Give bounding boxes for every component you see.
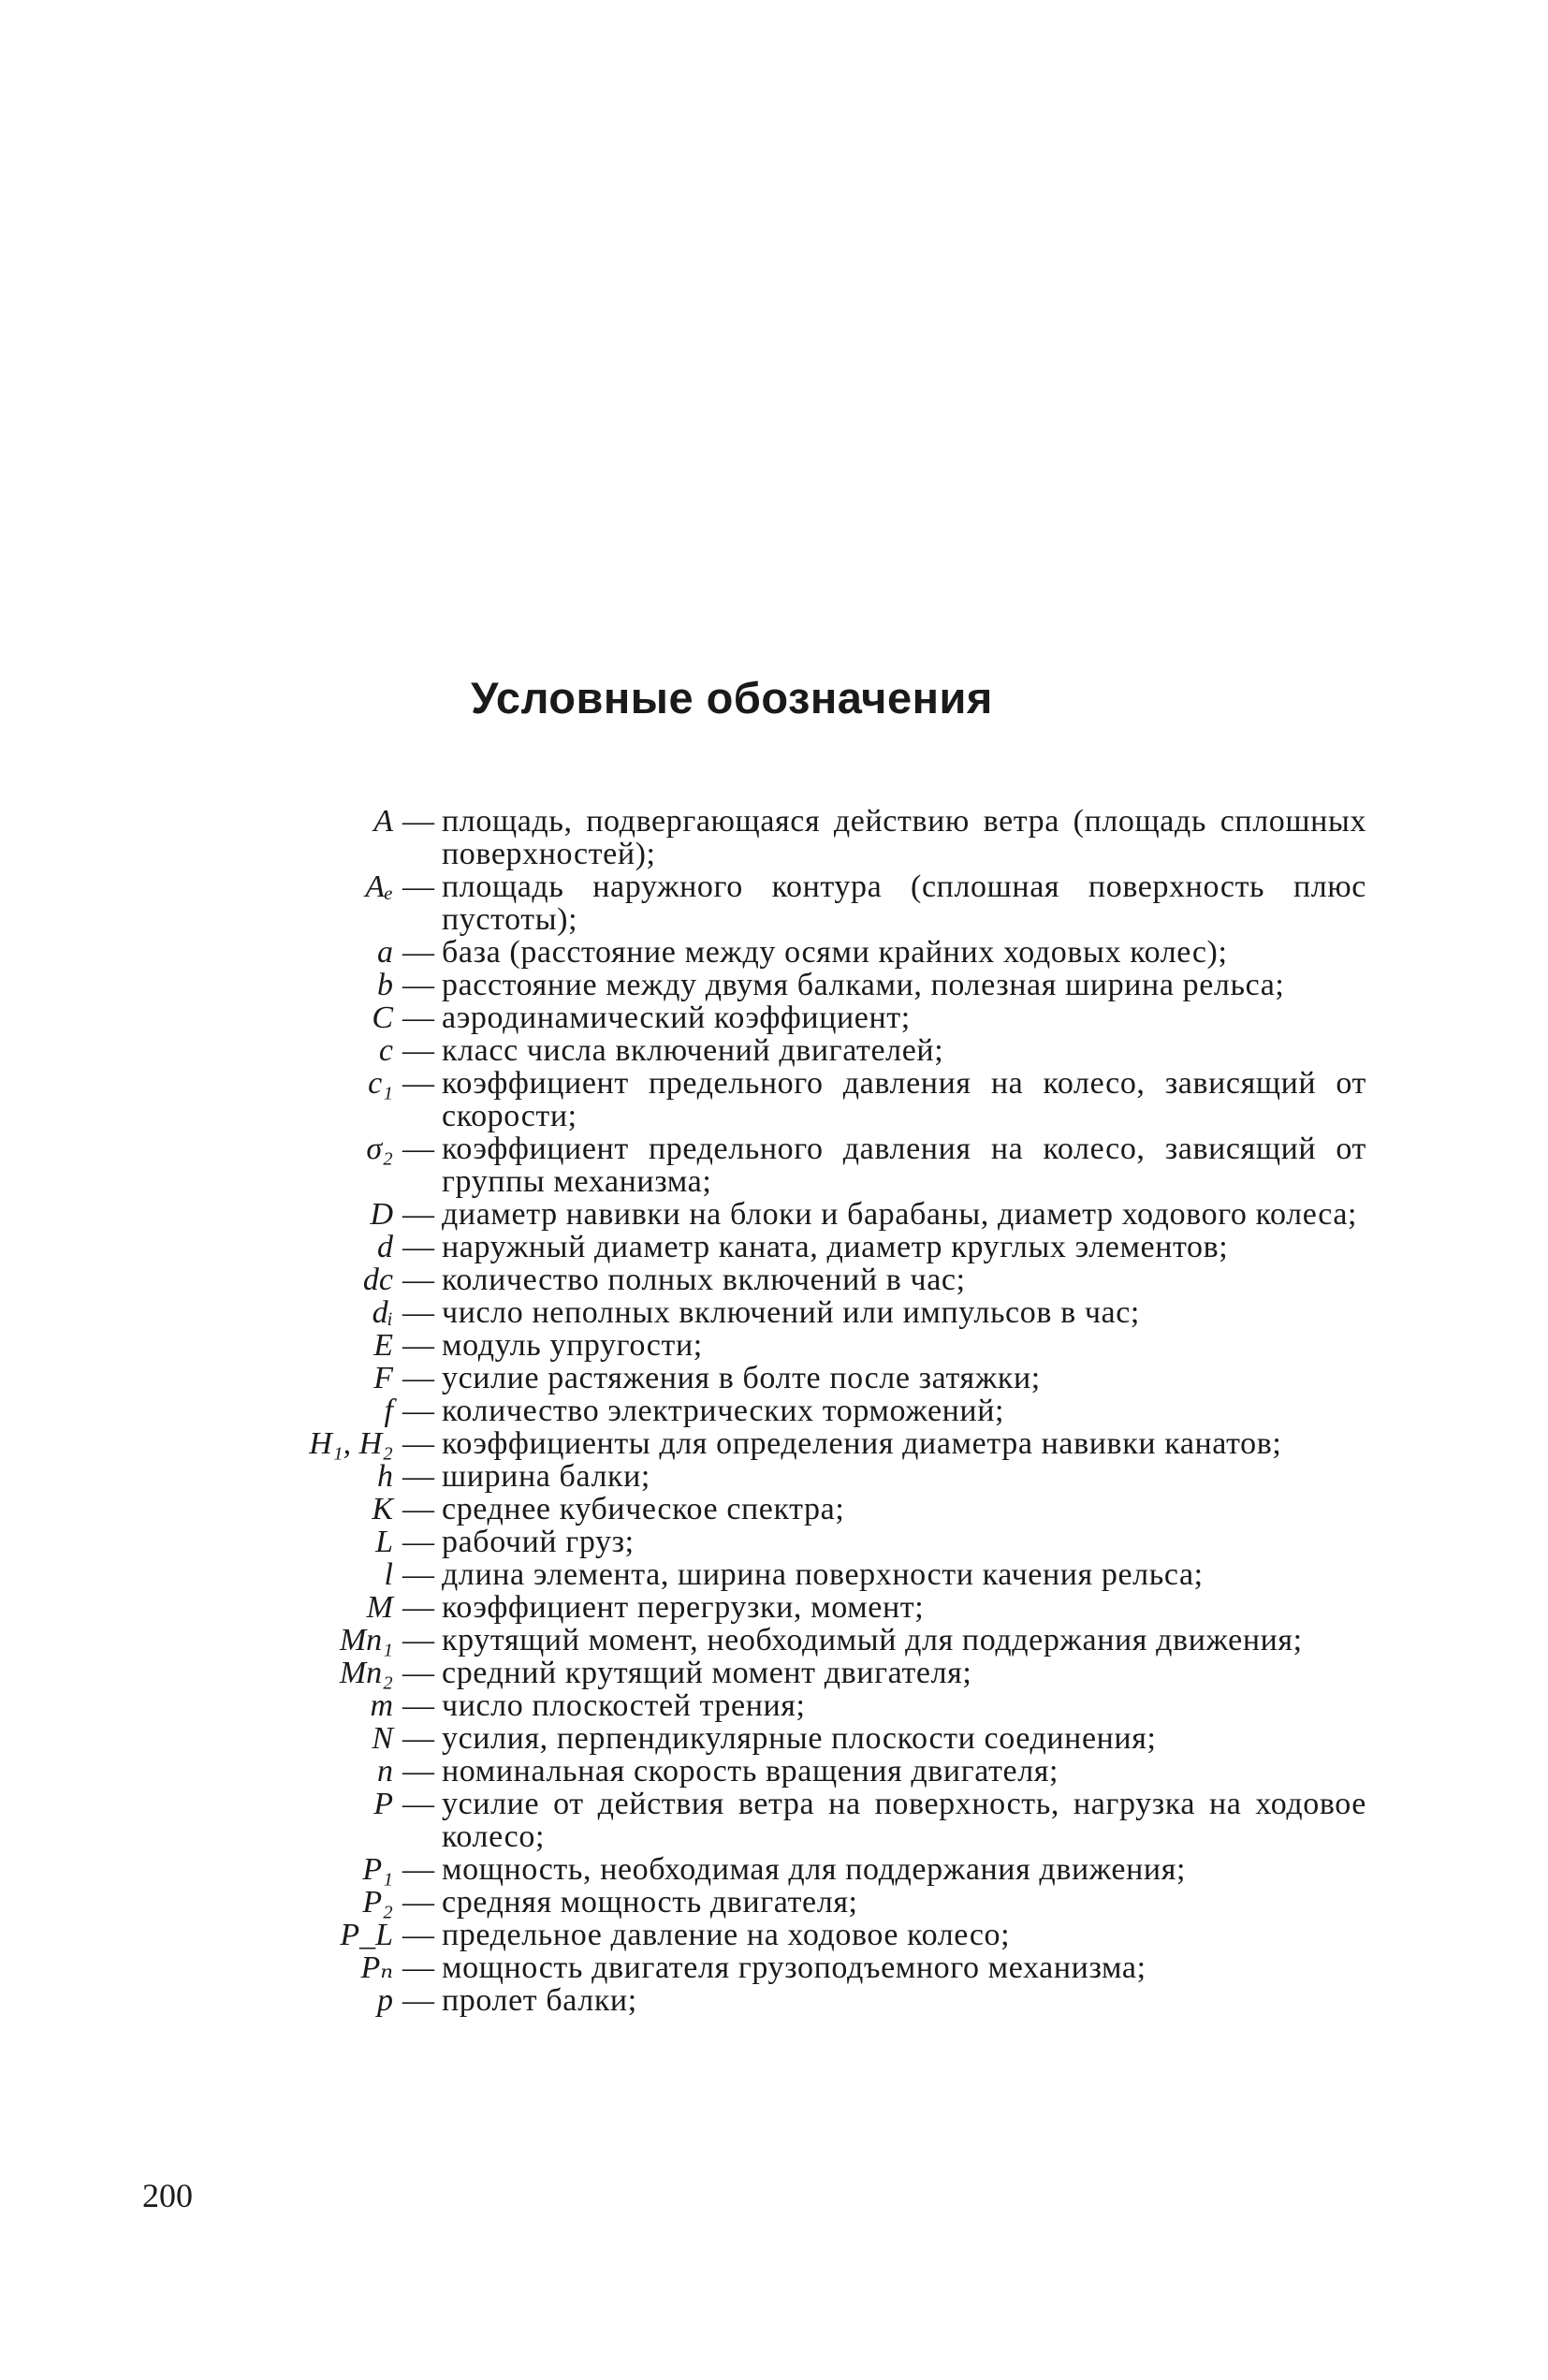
dash-separator: — [402, 1361, 434, 1395]
list-item [215, 1853, 1366, 1886]
dash-separator: — [402, 1230, 434, 1264]
symbol: f [384, 1394, 393, 1428]
dash-separator: — [402, 1787, 434, 1821]
definition: коэффициент предельного давления на колесо, зависящий от скорости; [442, 1066, 1366, 1133]
symbol: D [370, 1197, 393, 1232]
symbol: m [370, 1688, 393, 1723]
list-item [215, 1689, 1366, 1722]
definition: база (расстояние между осями крайних ходовых колес); [442, 935, 1228, 970]
definition: класс числа включений двигателей; [442, 1033, 944, 1068]
list-item [215, 1263, 1366, 1296]
list-item [215, 1657, 1366, 1689]
list-item [215, 870, 1366, 936]
symbol: Pₙ [360, 1950, 393, 1985]
symbol: P [373, 1787, 393, 1821]
dash-separator: — [402, 1000, 434, 1035]
list-item [215, 1067, 1366, 1132]
dash-separator: — [402, 869, 434, 904]
symbol: Aₑ [365, 869, 393, 904]
list-item [215, 969, 1366, 1001]
list-item [215, 1231, 1366, 1263]
definition: ширина балки; [442, 1459, 650, 1494]
symbol: c₁ [368, 1066, 393, 1101]
symbol: b [377, 968, 393, 1002]
symbol: P_L [340, 1918, 393, 1952]
list-item [215, 1984, 1366, 2017]
list-item [215, 1034, 1366, 1067]
definition: модуль упругости; [442, 1328, 703, 1363]
symbol: d [377, 1230, 393, 1264]
dash-separator: — [402, 1557, 434, 1592]
list-item [215, 1132, 1366, 1198]
definition: рабочий груз; [442, 1525, 635, 1559]
list-item [215, 1624, 1366, 1657]
definition: число неполных включений или импульсов в час; [442, 1295, 1140, 1330]
definition: коэффициенты для определения диаметра навивки канатов; [442, 1426, 1282, 1461]
definition: среднее кубическое спектра; [442, 1492, 845, 1526]
definition: аэродинамический коэффициент; [442, 1000, 911, 1035]
definition: диаметр навивки на блоки и барабаны, диаметр ходового колеса; [442, 1197, 1358, 1232]
symbol: H₁, H₂ [309, 1426, 393, 1461]
page-title: Условные обозначения [471, 673, 993, 723]
symbol: M [366, 1590, 393, 1625]
list-item [215, 936, 1366, 969]
dash-separator: — [402, 1885, 434, 1920]
symbol: σ₂ [366, 1132, 393, 1166]
definition: количество электрических торможений; [442, 1394, 1005, 1428]
dash-separator: — [402, 1525, 434, 1559]
definition: коэффициент перегрузки, момент; [442, 1590, 925, 1625]
page-number: 200 [142, 2177, 193, 2214]
symbol: N [372, 1721, 393, 1756]
list-item [215, 805, 1366, 870]
list-item [215, 1362, 1366, 1394]
definition: средняя мощность двигателя; [442, 1885, 858, 1920]
list-item [215, 1526, 1366, 1558]
definition: мощность двигателя грузоподъемного механизма; [442, 1950, 1146, 1985]
list-item [215, 1722, 1366, 1755]
symbol: A [373, 804, 393, 839]
list-item [215, 1493, 1366, 1526]
list-item [215, 1755, 1366, 1788]
list-item [215, 1788, 1366, 1853]
symbol: L [375, 1525, 393, 1559]
definition: число плоскостей трения; [442, 1688, 806, 1723]
dash-separator: — [402, 1983, 434, 2018]
symbol: dᵢ [372, 1295, 393, 1330]
definition: усилие растяжения в болте после затяжки; [442, 1361, 1041, 1395]
symbol: Mn₂ [339, 1656, 393, 1690]
list-item [215, 1951, 1366, 1984]
dash-separator: — [402, 1394, 434, 1428]
list-item [215, 1329, 1366, 1362]
definition: средний крутящий момент двигателя; [442, 1656, 972, 1690]
dash-separator: — [402, 1328, 434, 1363]
dash-separator: — [402, 1426, 434, 1461]
symbol-list [215, 805, 1366, 2017]
definition: площадь, подвергающаяся действию ветра (площадь сплошных поверхностей); [442, 804, 1366, 871]
definition: усилия, перпендикулярные плоскости соединения; [442, 1721, 1157, 1756]
list-item [215, 1591, 1366, 1624]
definition: площадь наружного контура (сплошная поверхность плюс пустоты); [442, 869, 1366, 937]
symbol: Mn₁ [339, 1623, 393, 1657]
dash-separator: — [402, 1950, 434, 1985]
symbol: P₂ [362, 1885, 393, 1920]
symbol: P₁ [362, 1852, 393, 1887]
symbol: K [372, 1492, 393, 1526]
dash-separator: — [402, 1918, 434, 1952]
definition: расстояние между двумя балками, полезная ширина рельса; [442, 968, 1285, 1002]
definition: пролет балки; [442, 1983, 637, 2018]
symbol: c [378, 1033, 393, 1068]
symbol: dс [362, 1263, 393, 1297]
list-item [215, 1394, 1366, 1427]
dash-separator: — [402, 804, 434, 839]
dash-separator: — [402, 1688, 434, 1723]
symbol: E [373, 1328, 393, 1363]
dash-separator: — [402, 1033, 434, 1068]
definition: длина элемента, ширина поверхности качения рельса; [442, 1557, 1204, 1592]
symbol: F [373, 1361, 393, 1395]
list-item [215, 1296, 1366, 1329]
list-item [215, 1460, 1366, 1493]
dash-separator: — [402, 1590, 434, 1625]
list-item [215, 1558, 1366, 1591]
dash-separator: — [402, 1623, 434, 1657]
dash-separator: — [402, 1459, 434, 1494]
dash-separator: — [402, 1754, 434, 1789]
definition: наружный диаметр каната, диаметр круглых элементов; [442, 1230, 1229, 1264]
dash-separator: — [402, 935, 434, 970]
list-item [215, 1001, 1366, 1034]
list-item [215, 1198, 1366, 1231]
list-item [215, 1919, 1366, 1951]
symbol: n [377, 1754, 393, 1789]
symbol: p [377, 1983, 393, 2018]
definition: количество полных включений в час; [442, 1263, 966, 1297]
definition: номинальная скорость вращения двигателя; [442, 1754, 1059, 1789]
symbol: l [384, 1557, 393, 1592]
dash-separator: — [402, 1132, 434, 1166]
dash-separator: — [402, 968, 434, 1002]
definition: предельное давление на ходовое колесо; [442, 1918, 1011, 1952]
dash-separator: — [402, 1066, 434, 1101]
list-item [215, 1427, 1366, 1460]
dash-separator: — [402, 1263, 434, 1297]
dash-separator: — [402, 1492, 434, 1526]
dash-separator: — [402, 1721, 434, 1756]
list-item [215, 1886, 1366, 1919]
symbol: C [372, 1000, 393, 1035]
definition: коэффициент предельного давления на колесо, зависящий от группы механизма; [442, 1132, 1366, 1199]
definition: мощность, необходимая для поддержания движения; [442, 1852, 1186, 1887]
definition: усилие от действия ветра на поверхность, нагрузка на ходовое колесо; [442, 1787, 1366, 1854]
dash-separator: — [402, 1197, 434, 1232]
symbol: h [377, 1459, 393, 1494]
dash-separator: — [402, 1656, 434, 1690]
symbol: a [377, 935, 393, 970]
definition: крутящий момент, необходимый для поддержания движения; [442, 1623, 1303, 1657]
dash-separator: — [402, 1295, 434, 1330]
dash-separator: — [402, 1852, 434, 1887]
